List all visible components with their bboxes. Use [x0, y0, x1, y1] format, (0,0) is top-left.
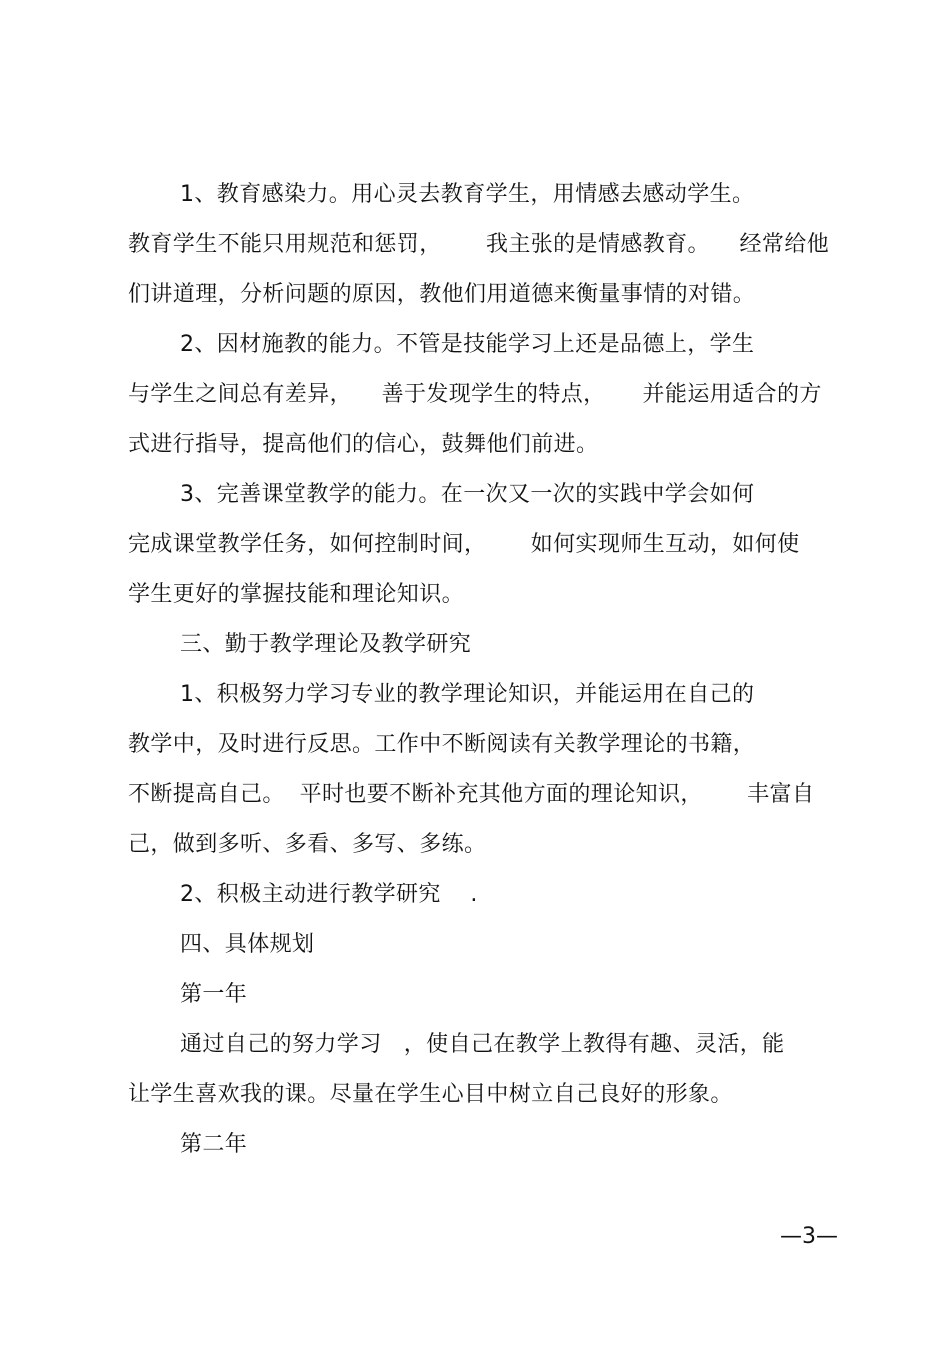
text-line: 完成课堂教学任务，如何控制时间， 如何实现师生互动，如何使 [128, 532, 800, 557]
text-line: 学生更好的掌握技能和理论知识。 [128, 582, 465, 607]
text-line: 式进行指导，提高他们的信心，鼓舞他们前进。 [128, 432, 599, 457]
text-line: 2、积极主动进行教学研究 . [180, 882, 478, 907]
text-line: 让学生喜欢我的课。尽量在学生心目中树立自己良好的形象。 [128, 1082, 733, 1107]
section-heading: 四、具体规划 [180, 932, 315, 957]
text-line: 己，做到多听、多看、多写、多练。 [128, 832, 487, 857]
subheading: 第一年 [180, 982, 248, 1007]
text-line: 2、因材施教的能力。不管是技能学习上还是品德上，学生 [180, 332, 755, 357]
text-line: 们讲道理，分析问题的原因，教他们用道德来衡量事情的对错。 [128, 282, 756, 307]
text-line: 不断提高自己。 平时也要不断补充其他方面的理论知识， 丰富自 [128, 782, 815, 807]
text-line: 1、教育感染力。用心灵去教育学生，用情感去感动学生。 [180, 182, 755, 207]
text-line: 与学生之间总有差异， 善于发现学生的特点， 并能运用适合的方 [128, 382, 822, 407]
text-line: 通过自己的努力学习 ，使自己在教学上教得有趣、灵活，能 [180, 1032, 785, 1057]
subheading: 第二年 [180, 1132, 248, 1157]
page-number: —3— [780, 1224, 838, 1249]
section-heading: 三、勤于教学理论及教学研究 [180, 632, 472, 657]
text-line: 教育学生不能只用规范和惩罚， 我主张的是情感教育。 经常给他 [128, 232, 830, 257]
text-line: 1、积极努力学习专业的教学理论知识，并能运用在自己的 [180, 682, 755, 707]
text-line: 3、完善课堂教学的能力。在一次又一次的实践中学会如何 [180, 482, 755, 507]
text-line: 教学中，及时进行反思。工作中不断阅读有关教学理论的书籍， [128, 732, 756, 757]
